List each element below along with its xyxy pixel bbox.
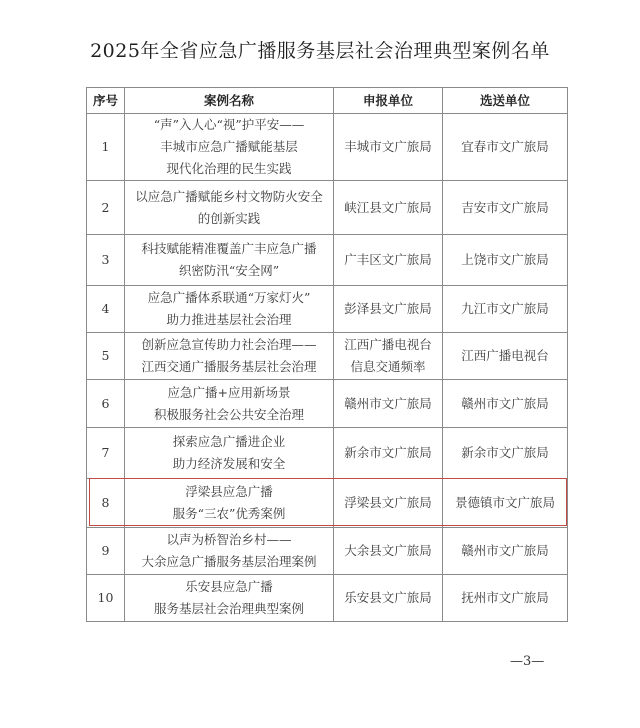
cell-serial-number: 3 [87, 235, 125, 286]
cell-case-name [125, 286, 334, 333]
cell-applicant-unit [334, 479, 443, 528]
cell-case-name [125, 235, 334, 286]
case-name-line: 以应急广播赋能乡村文物防火安全 [135, 188, 323, 204]
cell-recommending-unit: 新余市文广旅局 [443, 428, 568, 479]
table-row-highlighted [87, 479, 568, 528]
applicant-line: 峡江县文广旅局 [344, 199, 432, 215]
cell-recommending-unit: 上饶市文广旅局 [443, 235, 568, 286]
cell-serial-number: 5 [87, 333, 125, 380]
cell-recommending-unit: 赣州市文广旅局 [443, 528, 568, 575]
case-name-line: 服务基层社会治理典型案例 [153, 601, 304, 616]
applicant-line: 乐安县文广旅局 [344, 590, 432, 605]
cell-case-name [125, 181, 334, 235]
table-header-row [87, 88, 568, 114]
cell-recommending-unit: 九江市文广旅局 [443, 286, 568, 333]
case-name-line: 乐安县应急广播 [185, 579, 273, 594]
cell-serial-number: 2 [87, 181, 125, 235]
case-name-line: 创新应急宣传助力社会治理—— [141, 337, 317, 352]
case-name-line: 探索应急广播进企业 [172, 434, 286, 449]
table-row [87, 333, 568, 380]
cell-case-name [125, 479, 334, 528]
header-applicant-unit: 申报单位 [334, 88, 443, 114]
case-name-line: 浮梁县应急广播 [185, 484, 273, 499]
table-row [87, 428, 568, 479]
applicant-line: 广丰区文广旅局 [344, 252, 432, 267]
page-number: —3— [510, 654, 545, 669]
cell-serial-number: 1 [87, 114, 125, 181]
table-row [87, 286, 568, 333]
cell-recommending-unit: 吉安市文广旅局 [443, 181, 568, 235]
case-name-line: 大余应急广播服务基层治理案例 [141, 554, 317, 569]
cell-recommending-unit: 宜春市文广旅局 [443, 114, 568, 181]
applicant-line: 江西广播电视台 [344, 337, 432, 352]
case-name-line: 织密防汛“安全网” [178, 263, 280, 278]
cell-case-name [125, 575, 334, 622]
applicant-line: 新余市文广旅局 [344, 445, 432, 460]
case-name-line: 现代化治理的民生实践 [166, 161, 292, 176]
cell-applicant-unit [334, 575, 443, 622]
document-title: 2025年全省应急广播服务基层社会治理典型案例名单 [90, 40, 550, 62]
cell-applicant-unit [334, 333, 443, 380]
case-name-line: 应急广播+应用新场景 [167, 384, 291, 400]
table-row [87, 380, 568, 428]
cell-recommending-unit: 抚州市文广旅局 [443, 575, 568, 622]
case-name-line: 科技赋能精准覆盖广丰应急广播 [141, 241, 317, 256]
cell-serial-number: 9 [87, 528, 125, 575]
cell-case-name [125, 380, 334, 428]
case-name-line: 江西交通广播服务基层社会治理 [141, 359, 317, 374]
cell-serial-number: 8 [87, 479, 125, 528]
cell-applicant-unit [334, 181, 443, 235]
case-name-line: 以声为桥智治乡村—— [166, 532, 292, 547]
cell-applicant-unit [334, 286, 443, 333]
cell-applicant-unit [334, 114, 443, 181]
case-name-line: 丰城市应急广播赋能基层 [160, 139, 298, 154]
applicant-line: 丰城市文广旅局 [344, 139, 432, 154]
case-name-line: 助力推进基层社会治理 [166, 312, 292, 327]
case-name-line: 服务“三农”优秀案例 [172, 506, 286, 521]
table-row [87, 235, 568, 286]
case-name-line: 的创新实践 [197, 210, 261, 226]
cell-recommending-unit: 景德镇市文广旅局 [443, 479, 568, 528]
applicant-line: 彭泽县文广旅局 [344, 301, 432, 316]
cell-serial-number: 6 [87, 380, 125, 428]
applicant-line: 大余县文广旅局 [344, 543, 432, 558]
cell-applicant-unit [334, 428, 443, 479]
cell-applicant-unit [334, 235, 443, 286]
case-name-line: 应急广播体系联通“万家灯火” [147, 290, 311, 305]
cell-serial-number: 7 [87, 428, 125, 479]
cell-applicant-unit [334, 380, 443, 428]
header-recommending-unit: 选送单位 [443, 88, 568, 114]
case-name-line: 积极服务社会公共安全治理 [153, 406, 304, 422]
cell-case-name [125, 428, 334, 479]
cell-serial-number: 10 [87, 575, 125, 622]
case-name-line: “声”入人心“视”护平安—— [153, 117, 305, 132]
applicant-line: 信息交通频率 [350, 359, 426, 374]
case-list-table [86, 87, 568, 622]
table-row [87, 575, 568, 622]
cell-case-name [125, 114, 334, 181]
cell-case-name [125, 333, 334, 380]
table-row [87, 181, 568, 235]
cell-recommending-unit: 江西广播电视台 [443, 333, 568, 380]
applicant-line: 赣州市文广旅局 [344, 395, 432, 411]
case-name-line: 助力经济发展和安全 [172, 456, 286, 471]
header-serial-number: 序号 [87, 88, 125, 114]
applicant-line: 浮梁县文广旅局 [344, 495, 432, 510]
table-row [87, 528, 568, 575]
cell-applicant-unit [334, 528, 443, 575]
table-row [87, 114, 568, 181]
cell-serial-number: 4 [87, 286, 125, 333]
cell-recommending-unit: 赣州市文广旅局 [443, 380, 568, 428]
cell-case-name [125, 528, 334, 575]
header-case-name: 案例名称 [125, 88, 334, 114]
